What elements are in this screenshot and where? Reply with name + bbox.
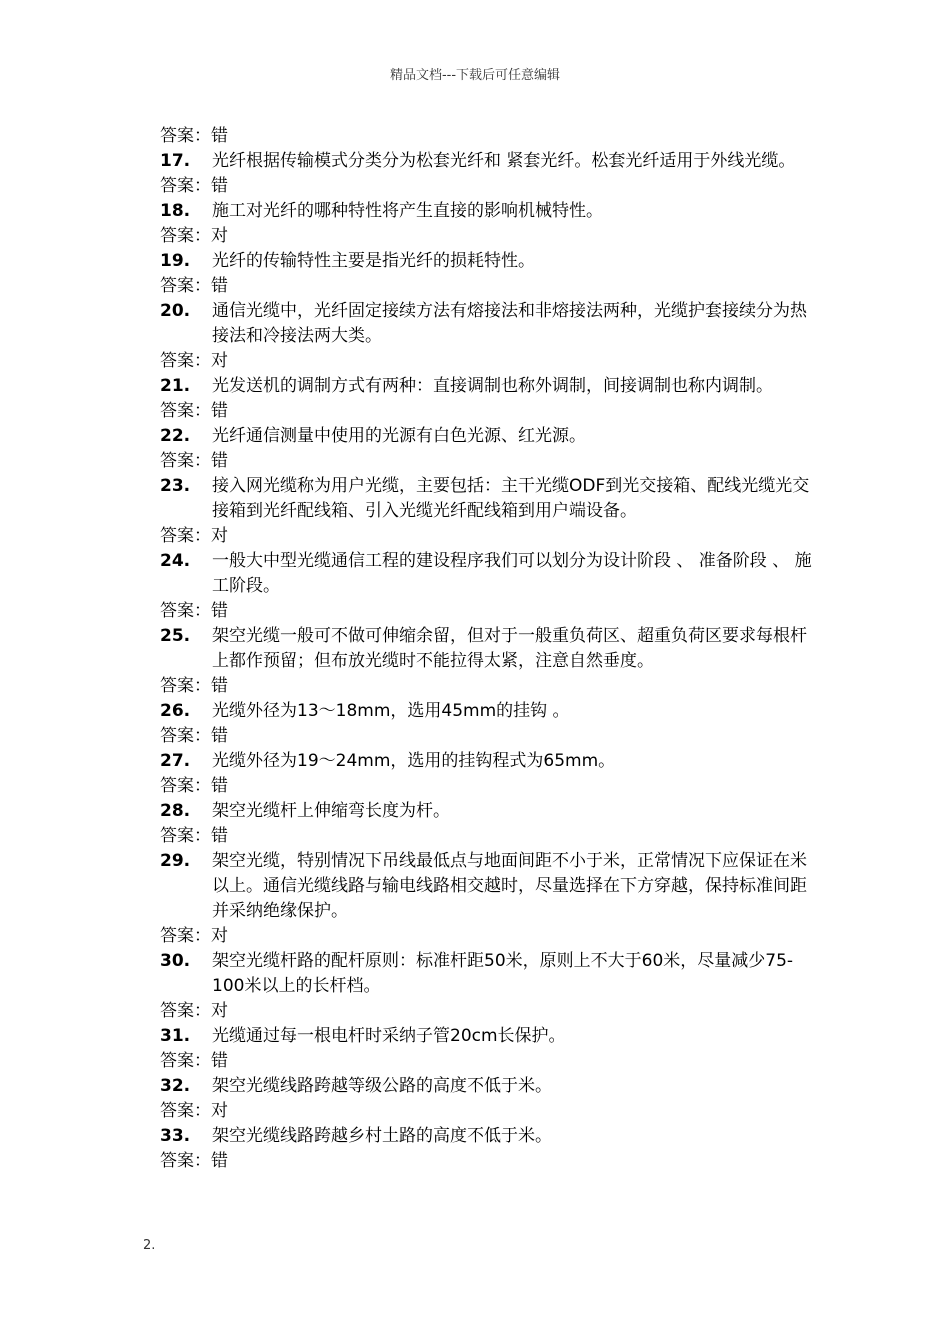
question-number: 17. xyxy=(160,151,191,171)
question-number: 31. xyxy=(160,1026,191,1046)
question-text: 施工对光纤的哪种特性将产生直接的影响机械特性。 xyxy=(212,201,603,221)
question-number: 19. xyxy=(160,251,191,271)
answer-line: 答案：对 xyxy=(160,1101,228,1121)
items-container xyxy=(160,149,820,1174)
question-number: 20. xyxy=(160,301,191,321)
question-number: 30. xyxy=(160,951,191,971)
question-item xyxy=(160,949,820,999)
answer-line: 答案：对 xyxy=(160,351,228,371)
question-text: 光发送机的调制方式有两种：直接调制也称外调制，间接调制也称内调制。 xyxy=(212,376,773,396)
question-text: 光缆通过每一根电杆时采纳子管20cm长保护。 xyxy=(212,1026,566,1046)
question-text: 通信光缆中，光纤固定接续方法有熔接法和非熔接法两种，光缆护套接续分为热接法和冷接法两大类。 xyxy=(212,301,807,346)
answer-line: 答案：错 xyxy=(160,276,228,296)
question-text: 光纤通信测量中使用的光源有白色光源、红光源。 xyxy=(212,426,586,446)
answer-line: 答案：对 xyxy=(160,1001,228,1021)
answer-line: 答案：错 xyxy=(160,776,228,796)
question-text: 架空光缆，特别情况下吊线最低点与地面间距不小于米，正常情况下应保证在米以上。通信光缆线路与输电线路相交越时，尽量选择在下方穿越，保持标准间距并采纳绝缘保护。 xyxy=(212,851,807,921)
question-item xyxy=(160,1074,820,1099)
question-text: 架空光缆一般可不做可伸缩余留，但对于一般重负荷区、超重负荷区要求每根杆上都作预留；但布放光缆时不能拉得太紧，注意自然垂度。 xyxy=(212,626,807,671)
answer-line: 答案：错 xyxy=(160,676,228,696)
question-item xyxy=(160,149,820,174)
question-item xyxy=(160,249,820,274)
question-number: 27. xyxy=(160,751,191,771)
question-item xyxy=(160,199,820,224)
question-text: 接入网光缆称为用户光缆，主要包括：主干光缆ODF到光交接箱、配线光缆光交接箱到光纤配线箱、引入光缆光纤配线箱到用户端设备。 xyxy=(212,476,810,521)
answer-line: 答案：错 xyxy=(160,826,228,846)
answer-line: 答案：对 xyxy=(160,926,228,946)
question-item xyxy=(160,799,820,824)
question-item xyxy=(160,849,820,924)
question-item xyxy=(160,549,820,599)
question-item xyxy=(160,299,820,349)
question-text: 光缆外径为13～18mm，选用45mm的挂钩 。 xyxy=(212,701,570,721)
question-item xyxy=(160,749,820,774)
answer-line: 答案：错 xyxy=(160,451,228,471)
answer-line: 答案：错 xyxy=(160,401,228,421)
question-number: 33. xyxy=(160,1126,191,1146)
question-number: 25. xyxy=(160,626,191,646)
question-text: 光纤的传输特性主要是指光纤的损耗特性。 xyxy=(212,251,535,271)
question-number: 21. xyxy=(160,376,191,396)
question-item xyxy=(160,1024,820,1049)
answer-line: 答案：错 xyxy=(160,176,228,196)
answer-line: 答案：错 xyxy=(160,1151,228,1171)
question-item xyxy=(160,699,820,724)
question-number: 23. xyxy=(160,476,191,496)
question-item xyxy=(160,474,820,524)
question-text: 架空光缆杆路的配杆原则：标准杆距50米，原则上不大于60米，尽量减少75-100米以上的长杆档。 xyxy=(212,951,794,996)
answer-line: 答案：错 xyxy=(160,1051,228,1071)
question-number: 29. xyxy=(160,851,191,871)
question-list xyxy=(160,124,820,1174)
answer-line: 答案：对 xyxy=(160,526,228,546)
question-item xyxy=(160,374,820,399)
question-number: 18. xyxy=(160,201,191,221)
question-number: 24. xyxy=(160,551,191,571)
question-item xyxy=(160,624,820,674)
question-text: 光纤根据传输模式分类分为松套光纤和 紧套光纤。松套光纤适用于外线光缆。 xyxy=(212,151,796,171)
question-number: 32. xyxy=(160,1076,191,1096)
question-number: 26. xyxy=(160,701,191,721)
page-header: 精品文档---下载后可任意编辑 xyxy=(389,68,561,83)
question-text: 架空光缆线路跨越乡村土路的高度不低于米。 xyxy=(212,1126,552,1146)
question-text: 光缆外径为19～24mm，选用的挂钩程式为65mm。 xyxy=(212,751,616,771)
question-number: 22. xyxy=(160,426,191,446)
page-number: 2. xyxy=(143,1238,156,1253)
question-text: 一般大中型光缆通信工程的建设程序我们可以划分为设计阶段 、 准备阶段 、 施工阶段。 xyxy=(212,551,812,596)
question-text: 架空光缆杆上伸缩弯长度为杆。 xyxy=(212,801,450,821)
answer-line: 答案：错 xyxy=(160,126,228,146)
question-item xyxy=(160,424,820,449)
answer-line: 答案：对 xyxy=(160,226,228,246)
question-number: 28. xyxy=(160,801,191,821)
question-item xyxy=(160,1124,820,1149)
answer-line: 答案：错 xyxy=(160,726,228,746)
question-text: 架空光缆线路跨越等级公路的高度不低于米。 xyxy=(212,1076,552,1096)
answer-line: 答案：错 xyxy=(160,601,228,621)
